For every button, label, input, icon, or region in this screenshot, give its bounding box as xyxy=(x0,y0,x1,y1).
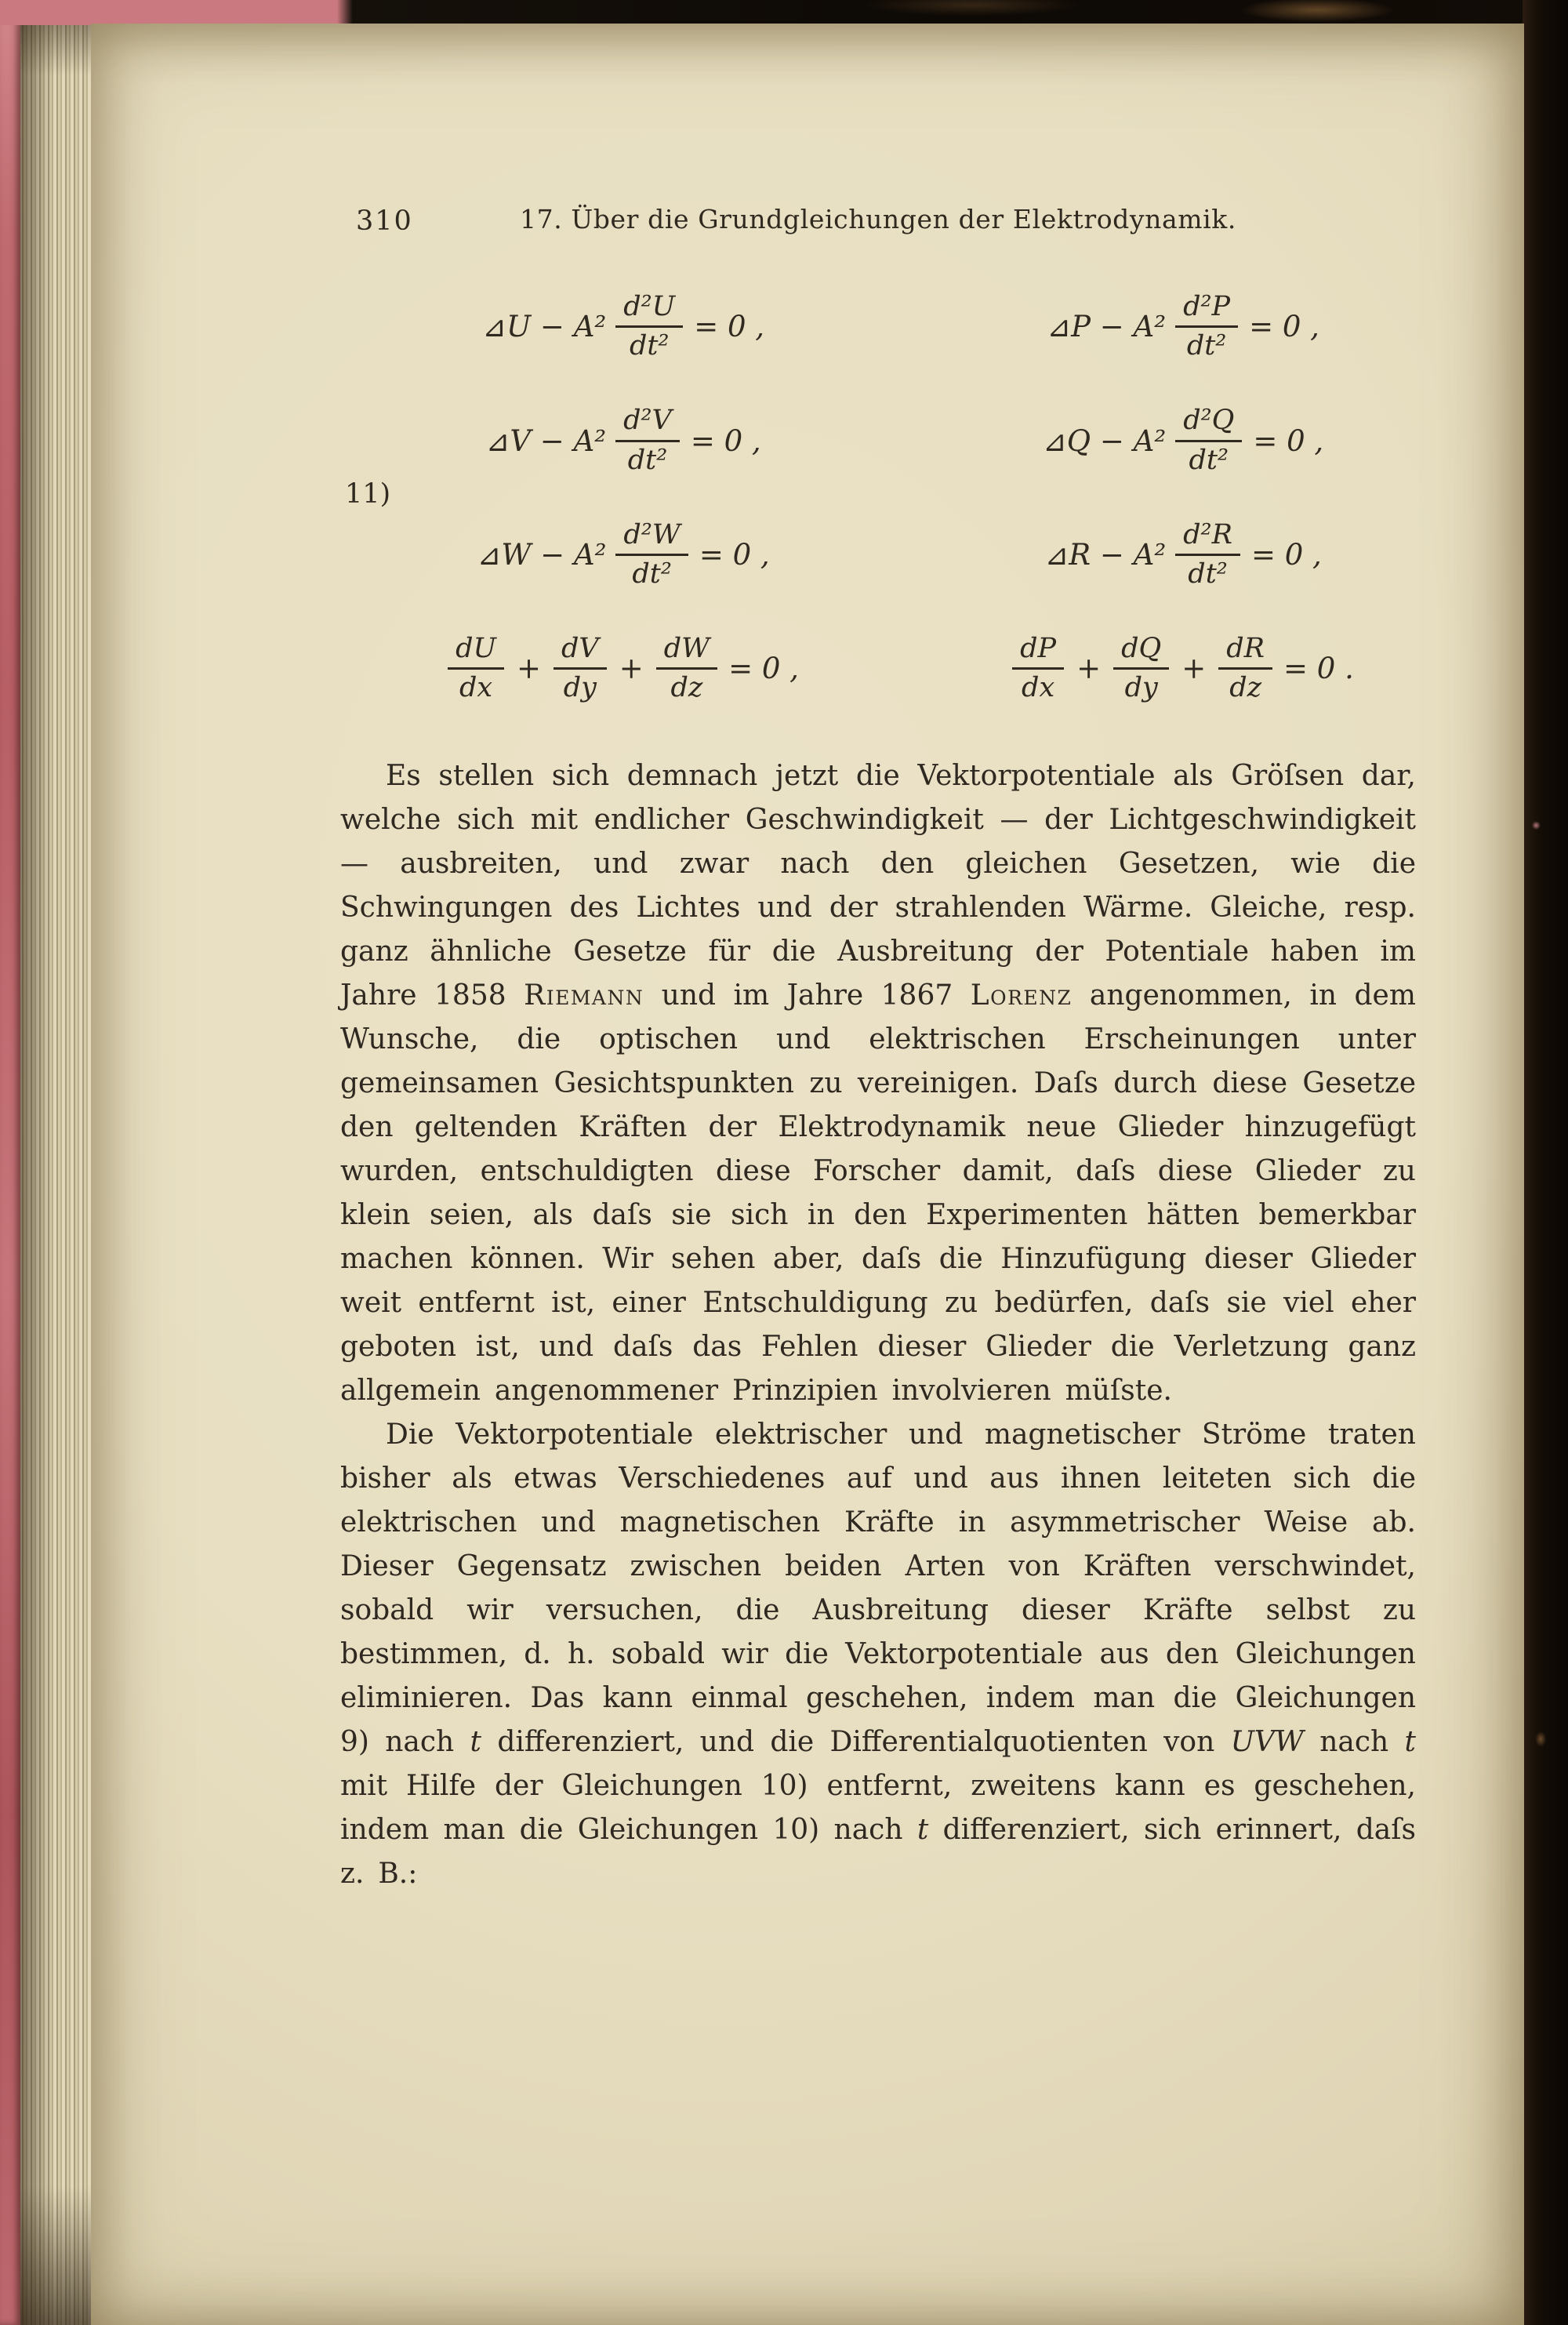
divergence-equation-UVW xyxy=(448,634,799,703)
fraction-denominator: dt² xyxy=(1189,444,1229,476)
math-variable-t: t xyxy=(916,1813,929,1846)
text-segment: mit Hilfe der Gleichungen 10) entfernt, zweitens kann es geschehen, indem man die Gleichungen 10) nach xyxy=(340,1769,1416,1846)
equation-cell xyxy=(340,292,856,361)
fraction xyxy=(554,634,607,703)
equation-cell xyxy=(340,520,856,590)
equation-row-divergence xyxy=(340,634,1416,703)
text-segment: Es stellen sich demnach jetzt die Vektorpotentiale als Gröſsen dar, welche sich mit endlicher Geschwindigkeit — der Lichtgeschwindigkeit — ausbreiten, und zwar nach den gleichen Gesetzen, wie die Schwingungen des Lichtes und der strahlenden Wärme. Gleiche, resp. ganz ähnliche Gesetze für die Ausbreitung der Potentiale haben im Jahre 1858 xyxy=(340,759,1416,1012)
fraction-numerator: dV xyxy=(554,634,607,670)
equation-block xyxy=(340,292,1416,704)
fraction-denominator: dy xyxy=(1124,672,1158,704)
plus-sign: + xyxy=(1076,652,1102,686)
author-name-lorenz: Lorenz xyxy=(970,979,1073,1012)
wave-equation-Q xyxy=(1043,405,1323,475)
equation-lead: ⊿W − A² xyxy=(477,537,607,572)
math-variable-t: t xyxy=(1404,1725,1416,1758)
fraction-denominator: dz xyxy=(670,672,703,704)
fraction-numerator: dQ xyxy=(1113,634,1169,670)
fraction-numerator: d²P xyxy=(1175,292,1238,328)
equation-tail: = 0 , xyxy=(1253,423,1324,458)
fraction-denominator: dt² xyxy=(627,444,668,476)
equation-lead: ⊿P − A² xyxy=(1047,310,1167,344)
plus-sign: + xyxy=(619,652,644,686)
equation-number-label: 11) xyxy=(345,478,391,510)
fraction xyxy=(1012,634,1064,703)
text-segment: differenziert, und die Differentialquotienten von xyxy=(481,1725,1231,1758)
fraction xyxy=(615,292,683,361)
equation-cell xyxy=(340,405,856,475)
fraction-numerator: d²R xyxy=(1175,520,1240,556)
book-top-edge xyxy=(0,0,1568,25)
fraction-numerator: d²U xyxy=(615,292,683,328)
fraction-denominator: dt² xyxy=(632,558,672,590)
fraction xyxy=(656,634,717,703)
chapter-title: 17. Über die Grundgleichungen der Elektrodynamik. xyxy=(520,204,1236,234)
paragraph-1 xyxy=(340,754,1416,1413)
equation-tail: = 0 , xyxy=(690,423,761,458)
book-cover-left-edge xyxy=(0,0,20,2325)
text-segment: nach xyxy=(1303,1725,1405,1758)
fraction xyxy=(1175,520,1240,590)
fraction-denominator: dx xyxy=(459,672,493,704)
math-variable-uvw: UVW xyxy=(1230,1725,1304,1758)
equation-cell xyxy=(856,405,1416,475)
equation-tail: = 0 , xyxy=(699,537,770,572)
equation-tail: = 0 , xyxy=(694,310,765,344)
equation-cell xyxy=(856,634,1416,703)
fraction-denominator: dt² xyxy=(629,330,670,362)
text-segment: Die Vektorpotentiale elektrischer und magnetischer Ströme traten bisher als etwas Verschiedenes auf und aus ihnen leiteten sich die elektrischen und magnetischen Kräfte in asymmetrischer Weise ab. Dieser Gegensatz zwischen beiden Arten von Kräften verschwindet, sobald wir versuchen, die Ausbreitung dieser Kräfte selbst zu bestimmen, d. h. sobald wir die Vektorpotentiale aus den Gleichungen eliminieren. Das kann einmal geschehen, indem man die Gleichungen 9) nach xyxy=(340,1418,1416,1758)
fraction xyxy=(1175,405,1242,475)
wave-equation-P xyxy=(1047,292,1319,361)
fraction-denominator: dx xyxy=(1022,672,1055,704)
equation-tail: = 0 , xyxy=(1249,310,1319,344)
fraction-numerator: d²Q xyxy=(1175,405,1242,441)
page-header xyxy=(340,204,1416,242)
equation-row-3 xyxy=(340,520,1416,590)
equation-lead: ⊿V − A² xyxy=(485,423,607,458)
equation-tail: = 0 , xyxy=(728,652,799,686)
page-content xyxy=(340,204,1416,1896)
fraction-numerator: dR xyxy=(1218,634,1272,670)
wave-equation-W xyxy=(477,520,769,590)
wave-equation-V xyxy=(485,405,760,475)
equation-row-1 xyxy=(340,292,1416,361)
equation-cell xyxy=(856,520,1416,590)
fraction xyxy=(1113,634,1169,703)
fraction xyxy=(615,405,680,475)
author-name-riemann: Riemann xyxy=(524,979,644,1012)
math-variable-t: t xyxy=(470,1725,482,1758)
book-right-edge xyxy=(1523,0,1568,2325)
text-segment: und im Jahre 1867 xyxy=(644,979,971,1012)
fraction xyxy=(615,520,688,590)
wave-equation-U xyxy=(482,292,764,361)
fraction xyxy=(448,634,504,703)
plus-sign: + xyxy=(1181,652,1207,686)
equation-tail: = 0 . xyxy=(1283,652,1354,686)
page-stack-edge xyxy=(19,6,93,2325)
fraction-denominator: dy xyxy=(563,672,597,704)
fraction-numerator: d²W xyxy=(615,520,688,556)
divergence-equation-PQR xyxy=(1012,634,1354,703)
equation-cell xyxy=(340,634,856,703)
equation-lead: ⊿Q − A² xyxy=(1042,423,1167,458)
fraction-denominator: dz xyxy=(1229,672,1262,704)
page-number: 310 xyxy=(356,205,413,237)
book-page xyxy=(91,24,1524,2325)
fraction xyxy=(1218,634,1272,703)
text-segment: differenziert, sich erinnert, daſs z. B.: xyxy=(340,1813,1417,1890)
equation-cell xyxy=(856,292,1416,361)
fraction xyxy=(1175,292,1238,361)
equation-tail: = 0 , xyxy=(1250,537,1322,572)
fraction-numerator: dW xyxy=(656,634,717,670)
plus-sign: + xyxy=(516,652,541,686)
fraction-numerator: dU xyxy=(448,634,504,670)
equation-row-2 xyxy=(340,405,1416,475)
text-segment: angenommen, in dem Wunsche, die optischen und elektrischen Erscheinungen unter gemeinsamen Gesichtspunkten zu vereinigen. Daſs durch diese Gesetze den geltenden Kräften der Elektrodynamik neue Glieder hinzugefügt wurden, entschuldigten diese Forscher damit, daſs diese Glieder zu klein seien, als daſs sie sich in den Experimenten hätten bemerkbar machen können. Wir sehen aber, daſs die Hinzufügung dieser Glieder weit entfernt ist, einer Entschuldigung zu bedürfen, daſs sie viel eher geboten ist, und daſs das Fehlen dieser Glieder die Verletzung ganz allgemein angenommener Prinzipien involvieren müſste. xyxy=(340,979,1416,1407)
fraction-numerator: dP xyxy=(1012,634,1064,670)
fraction-denominator: dt² xyxy=(1188,558,1228,590)
equation-lead: ⊿R − A² xyxy=(1044,537,1167,572)
fraction-denominator: dt² xyxy=(1186,330,1227,362)
paragraph-2 xyxy=(340,1413,1416,1896)
wave-equation-R xyxy=(1044,520,1322,590)
equation-lead: ⊿U − A² xyxy=(481,310,607,344)
fraction-numerator: d²V xyxy=(615,405,680,441)
